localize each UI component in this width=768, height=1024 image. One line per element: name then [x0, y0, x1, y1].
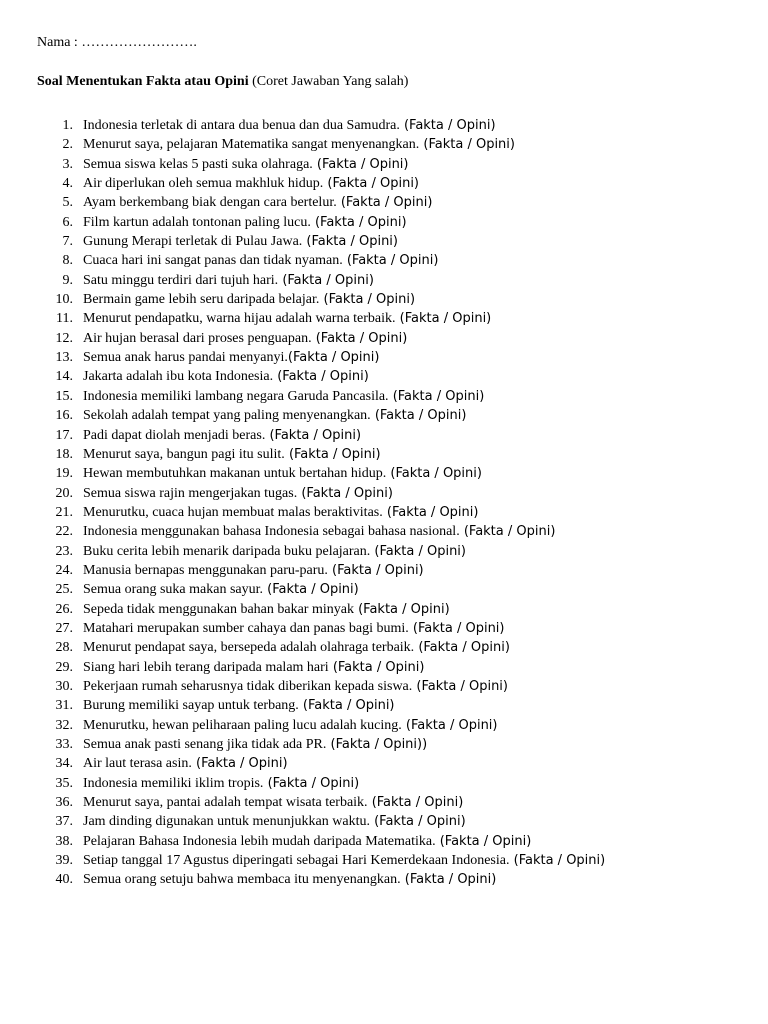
question-text: Air diperlukan oleh semua makhluk hidup. — [83, 176, 324, 192]
question-statement — [83, 271, 374, 290]
question-text: Semua orang suka makan sayur. — [83, 582, 264, 598]
answer-choice: (Fakta / Opini) — [367, 795, 464, 811]
answer-choice: (Fakta / Opini) — [399, 118, 496, 133]
question-statement — [83, 870, 496, 889]
answer-choice: (Fakta / Opini) — [319, 292, 416, 308]
answer-choice: (Fakta / Opini) — [263, 775, 360, 791]
question-statement — [83, 155, 409, 174]
question-number: 36. — [55, 795, 73, 811]
question-text: Sepeda tidak menggunakan bahan bakar minyak — [83, 601, 354, 617]
answer-choice: (Fakta / Opini) — [310, 214, 407, 230]
answer-choice: (Fakta / Opini) — [400, 872, 497, 888]
question-number: 18. — [55, 446, 73, 462]
answer-choice: (Fakta / Opini) — [302, 234, 398, 250]
worksheet-title — [37, 73, 408, 91]
question-statement — [83, 116, 496, 135]
question-statement — [83, 600, 450, 619]
question-text: Semua anak pasti senang jika tidak ada PR. — [83, 737, 327, 752]
question-statement — [83, 406, 466, 425]
question-number: 14. — [55, 369, 73, 385]
question-statement — [83, 774, 359, 793]
question-number: 9. — [62, 272, 73, 288]
question-number: 33. — [55, 737, 73, 752]
question-number: 21. — [55, 504, 73, 520]
answer-choice: (Fakta / Opini) — [388, 388, 485, 404]
answer-choice: (Fakta / Opini) — [284, 446, 381, 462]
question-text: Setiap tanggal 17 Agustus diperingati sebagai Hari Kemerdekaan Indonesia. — [83, 853, 510, 869]
question-statement — [83, 464, 482, 483]
question-statement — [83, 793, 463, 812]
question-statement — [83, 426, 361, 445]
question-statement — [83, 484, 393, 503]
answer-choice: (Fakta / Opini) — [336, 195, 433, 211]
question-text: Indonesia menggunakan bahasa Indonesia sebagai bahasa nasional. — [83, 524, 460, 540]
question-number: 16. — [55, 408, 73, 424]
answer-choice: (Fakta / Opini) — [263, 582, 359, 598]
question-text: Menurutku, cuaca hujan membuat malas beraktivitas. — [83, 504, 383, 520]
question-text: Semua anak harus pandai menyanyi. — [83, 350, 288, 366]
question-statement — [83, 329, 407, 348]
answer-choice: (Fakta / Opini) — [414, 640, 510, 656]
question-number: 25. — [55, 582, 73, 598]
answer-choice: (Fakta / Opini) — [278, 272, 374, 288]
question-statement — [83, 716, 498, 735]
question-statement — [83, 309, 491, 328]
question-statement — [83, 580, 359, 599]
answer-choice: (Fakta / Opini) — [342, 253, 439, 269]
question-text: Menurutku, hewan peliharaan paling lucu adalah kucing. — [83, 717, 402, 733]
question-text: Buku cerita lebih menarik daripada buku pelajaran. — [83, 543, 371, 559]
answer-choice: (Fakta / Opini) — [191, 756, 288, 772]
answer-choice: (Fakta / Opini) — [328, 659, 425, 675]
title-instruction: (Coret Jawaban Yang salah) — [248, 74, 409, 89]
question-number: 8. — [62, 253, 73, 269]
question-text: Menurut pendapatku, warna hijau adalah warna terbaik. — [83, 311, 396, 327]
question-statement — [83, 735, 427, 754]
question-statement — [83, 522, 555, 541]
question-statement — [83, 232, 398, 251]
question-number: 28. — [55, 640, 73, 656]
answer-choice: (Fakta / Opini) — [509, 853, 606, 869]
answer-choice: (Fakta / Opini) — [297, 485, 393, 501]
question-text: Hewan membutuhkan makanan untuk bertahan hidup. — [83, 466, 387, 482]
answer-choice: (Fakta / Opini) — [311, 330, 408, 346]
question-text: Indonesia memiliki iklim tropis. — [83, 775, 264, 791]
question-number: 13. — [55, 350, 73, 366]
question-number: 2. — [62, 137, 73, 153]
question-text: Pelajaran Bahasa Indonesia lebih mudah daripada Matematika. — [83, 833, 436, 849]
question-text: Siang hari lebih terang daripada malam hari — [83, 659, 329, 675]
question-statement — [83, 503, 478, 522]
question-statement — [83, 754, 288, 773]
question-statement — [83, 696, 395, 715]
answer-choice: (Fakta / Opini) — [370, 408, 467, 424]
answer-choice: (Fakta / Opini) — [369, 814, 466, 830]
question-statement — [83, 251, 438, 270]
question-text: Semua siswa rajin mengerjakan tugas. — [83, 485, 298, 501]
question-number: 10. — [55, 292, 73, 308]
question-number: 6. — [62, 214, 73, 230]
question-number: 11. — [56, 311, 73, 327]
question-statement — [83, 445, 381, 464]
question-text: Pekerjaan rumah seharusnya tidak diberikan kepada siswa. — [83, 678, 413, 694]
name-field-label: Nama : ……………………. — [37, 35, 197, 50]
question-statement — [83, 677, 508, 696]
answer-choice: (Fakta / Opini) — [419, 137, 515, 153]
question-number: 37. — [55, 814, 73, 830]
question-number: 38. — [55, 833, 73, 849]
question-number: 3. — [62, 156, 73, 172]
question-statement — [83, 812, 466, 831]
answer-choice: (Fakta / Opini) — [370, 543, 466, 559]
question-number: 24. — [55, 562, 73, 578]
question-text: Film kartun adalah tontonan paling lucu. — [83, 214, 311, 230]
question-text: Air hujan berasal dari proses penguapan. — [83, 330, 312, 346]
question-statement — [83, 290, 415, 309]
question-number: 34. — [55, 756, 73, 772]
question-number: 22. — [55, 524, 73, 540]
answer-choice: (Fakta / Opini) — [327, 562, 424, 578]
question-number: 40. — [55, 872, 73, 888]
question-number: 17. — [55, 427, 73, 443]
question-statement — [83, 387, 484, 406]
answer-choice: (Fakta / Opini) — [412, 678, 508, 694]
answer-choice: (Fakta / Opini) — [287, 350, 380, 366]
question-text: Manusia bernapas menggunakan paru-paru. — [83, 562, 328, 578]
question-statement — [83, 561, 424, 580]
question-number: 23. — [55, 543, 73, 559]
question-text: Cuaca hari ini sangat panas dan tidak nyaman. — [83, 253, 343, 269]
question-text: Indonesia terletak di antara dua benua dan dua Samudra. — [83, 118, 400, 133]
answer-choice: (Fakta / Opini)) — [326, 737, 428, 752]
question-statement — [83, 832, 531, 851]
question-number: 35. — [55, 775, 73, 791]
answer-choice: (Fakta / Opini) — [273, 369, 369, 385]
question-text: Burung memiliki sayap untuk terbang. — [83, 698, 299, 714]
question-number: 29. — [55, 659, 73, 675]
answer-choice: (Fakta / Opini) — [395, 311, 492, 327]
answer-choice: (Fakta / Opini) — [265, 427, 362, 443]
answer-choice: (Fakta / Opini) — [298, 698, 395, 714]
question-text: Satu minggu terdiri dari tujuh hari. — [83, 272, 279, 288]
question-number: 7. — [62, 234, 73, 250]
answer-choice: (Fakta / Opini) — [401, 717, 498, 733]
answer-choice: (Fakta / Opini) — [312, 156, 409, 172]
question-statement — [83, 619, 505, 638]
question-statement — [83, 542, 466, 561]
answer-choice: (Fakta / Opini) — [408, 620, 505, 636]
question-text: Gunung Merapi terletak di Pulau Jawa. — [83, 234, 303, 250]
answer-choice: (Fakta / Opini) — [435, 833, 532, 849]
title-main: Soal Menentukan Fakta atau Opini — [37, 74, 249, 89]
question-text: Semua siswa kelas 5 pasti suka olahraga. — [83, 156, 313, 172]
answer-choice: (Fakta / Opini) — [459, 524, 556, 540]
question-number: 32. — [55, 717, 73, 733]
question-text: Semua orang setuju bahwa membaca itu menyenangkan. — [83, 872, 401, 888]
question-text: Bermain game lebih seru daripada belajar. — [83, 292, 320, 308]
question-text: Indonesia memiliki lambang negara Garuda Pancasila. — [83, 388, 389, 404]
question-statement — [83, 135, 515, 154]
question-number: 15. — [55, 388, 73, 404]
question-text: Ayam berkembang biak dengan cara bertelur. — [83, 195, 337, 211]
question-text: Menurut saya, bangun pagi itu sulit. — [83, 446, 285, 462]
question-text: Padi dapat diolah menjadi beras. — [83, 427, 266, 443]
question-number: 31. — [55, 698, 73, 714]
question-number: 27. — [55, 620, 73, 636]
answer-choice: (Fakta / Opini) — [323, 176, 420, 192]
question-text: Sekolah adalah tempat yang paling menyenangkan. — [83, 408, 371, 424]
question-statement — [83, 658, 424, 677]
question-number: 20. — [55, 485, 73, 501]
question-statement — [83, 193, 432, 212]
question-statement — [83, 638, 510, 657]
question-number: 30. — [55, 678, 73, 694]
question-statement — [83, 348, 379, 367]
question-statement — [83, 213, 407, 232]
question-number: 19. — [55, 466, 73, 482]
question-number: 5. — [62, 195, 73, 211]
question-text: Jakarta adalah ibu kota Indonesia. — [83, 369, 274, 385]
question-statement — [83, 851, 605, 870]
question-number: 26. — [55, 601, 73, 617]
question-number: 4. — [62, 176, 73, 192]
question-number: 39. — [55, 853, 73, 869]
question-text: Jam dinding digunakan untuk menunjukkan waktu. — [83, 814, 370, 830]
question-text: Menurut pendapat saya, bersepeda adalah olahraga terbaik. — [83, 640, 415, 656]
question-statement — [83, 367, 369, 386]
question-text: Matahari merupakan sumber cahaya dan panas bagi bumi. — [83, 620, 409, 636]
question-number: 12. — [55, 330, 73, 346]
answer-choice: (Fakta / Opini) — [353, 601, 450, 617]
question-text: Air laut terasa asin. — [83, 756, 192, 772]
question-text: Menurut saya, pelajaran Matematika sangat menyenangkan. — [83, 137, 420, 153]
answer-choice: (Fakta / Opini) — [386, 466, 482, 482]
answer-choice: (Fakta / Opini) — [382, 504, 479, 520]
question-text: Menurut saya, pantai adalah tempat wisata terbaik. — [83, 795, 368, 811]
question-number: 1. — [62, 118, 73, 133]
question-statement — [83, 174, 419, 193]
